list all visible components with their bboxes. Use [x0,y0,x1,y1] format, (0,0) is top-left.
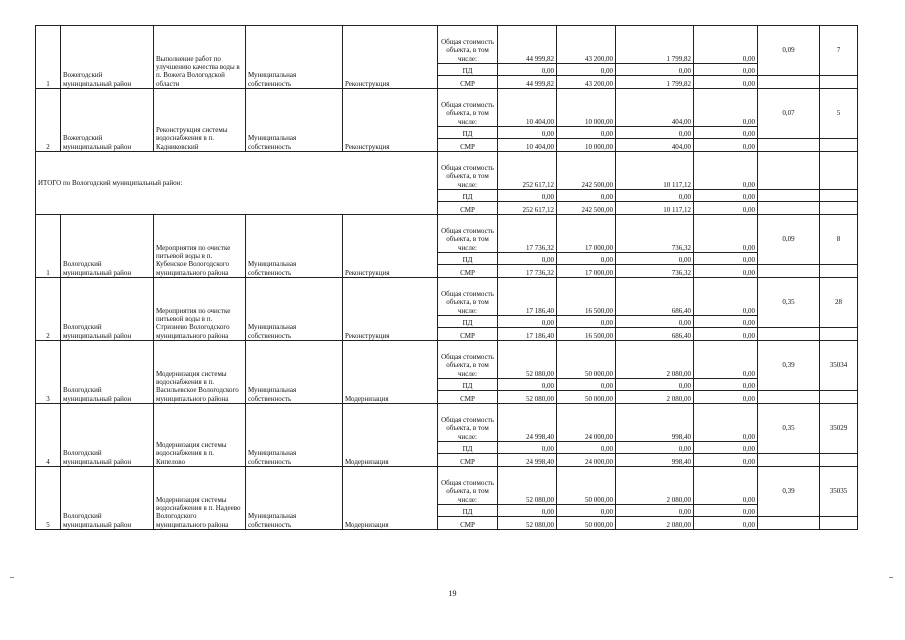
amount-cell: 0,00 [694,467,758,505]
amount-cell: 0,00 [557,379,616,391]
people-count-cell: 35034 [820,341,858,391]
row-number-cell: 2 [36,89,61,152]
amount-cell: 0,00 [694,139,758,152]
amount-cell: 404,00 [616,89,694,127]
empty-cell [820,190,858,202]
empty-cell [758,517,820,530]
ownership-cell: Муниципальная собственность [246,89,343,152]
amount-cell: 24 998,40 [498,404,557,442]
cost-type-cell: СМР [438,139,498,152]
cost-type-cell: СМР [438,517,498,530]
ownership-cell: Муниципальная собственность [246,404,343,467]
amount-cell: 1 799,82 [616,76,694,89]
ownership-cell: Муниципальная собственность [246,215,343,278]
cost-type-cell: ПД [438,127,498,139]
amount-cell: 0,00 [616,253,694,265]
amount-cell: 0,00 [557,442,616,454]
row-number-cell: 3 [36,341,61,404]
amount-cell: 0,00 [694,26,758,64]
object-name-cell: Выполнение работ по улучшению качества воды в п. Вожега Вологодской области [154,26,246,89]
amount-cell: 0,00 [694,341,758,379]
amount-cell: 0,00 [498,64,557,76]
amount-cell: 0,00 [498,379,557,391]
amount-cell: 998,40 [616,404,694,442]
empty-cell [820,139,858,152]
empty-cell [758,265,820,278]
cost-type-cell: ПД [438,442,498,454]
amount-cell: 0,00 [557,316,616,328]
cost-type-cell: СМР [438,454,498,467]
amount-cell: 998,40 [616,454,694,467]
amount-cell: 0,00 [557,190,616,202]
amount-cell: 50 000,00 [557,517,616,530]
table-body [36,26,858,530]
amount-cell: 52 080,00 [498,467,557,505]
coefficient-cell: 0,07 [758,89,820,139]
cost-type-cell: СМР [438,391,498,404]
amount-cell: 10 404,00 [498,139,557,152]
cost-type-cell: ПД [438,64,498,76]
amount-cell: 686,40 [616,278,694,316]
amount-cell: 44 999,82 [498,76,557,89]
amount-cell: 24 998,40 [498,454,557,467]
amount-cell: 0,00 [616,316,694,328]
amount-cell: 0,00 [694,391,758,404]
amount-cell: 50 000,00 [557,341,616,379]
amount-cell: 0,00 [694,328,758,341]
amount-cell: 0,00 [694,64,758,76]
amount-cell: 17 186,40 [498,278,557,316]
object-name-cell: Реконструкция системы водоснабжения в п. Кадниковский [154,89,246,152]
amount-cell: 0,00 [694,253,758,265]
empty-cell [820,454,858,467]
district-cell: Вологодский муниципальный район [61,215,154,278]
amount-cell: 10 404,00 [498,89,557,127]
table-row [36,278,858,316]
empty-cell [758,328,820,341]
amount-cell: 0,00 [616,64,694,76]
amount-cell: 252 617,12 [498,202,557,215]
amount-cell: 0,00 [498,442,557,454]
objects-table [35,25,858,530]
amount-cell: 44 999,82 [498,26,557,64]
empty-cell [758,202,820,215]
amount-cell: 0,00 [694,517,758,530]
amount-cell: 252 617,12 [498,152,557,190]
empty-cell [820,517,858,530]
district-cell: Вожегодский муниципальный район [61,89,154,152]
amount-cell: 0,00 [694,278,758,316]
amount-cell: 0,00 [616,190,694,202]
coefficient-cell: 0,35 [758,404,820,454]
cost-type-cell: Общая стоимость объекта, в том числе: [438,341,498,379]
amount-cell: 0,00 [557,127,616,139]
cost-type-cell: Общая стоимость объекта, в том числе: [438,404,498,442]
scan-mark [10,577,14,578]
cost-type-cell: СМР [438,265,498,278]
object-name-cell: Модернизация системы водоснабжения в п. Васильевское Вологодского муниципального района [154,341,246,404]
amount-cell: 242 500,00 [557,152,616,190]
cost-type-cell: Общая стоимость объекта, в том числе: [438,215,498,253]
work-type-cell: Реконструкция [343,278,438,341]
amount-cell: 736,32 [616,265,694,278]
amount-cell: 50 000,00 [557,467,616,505]
coefficient-cell: 0,39 [758,341,820,391]
empty-cell [820,391,858,404]
table-row [36,215,858,253]
empty-cell [820,265,858,278]
amount-cell: 404,00 [616,139,694,152]
amount-cell: 0,00 [557,253,616,265]
amount-cell: 43 200,00 [557,76,616,89]
amount-cell: 17 000,00 [557,265,616,278]
amount-cell: 24 000,00 [557,404,616,442]
work-type-cell: Реконструкция [343,26,438,89]
empty-cell [758,152,820,190]
amount-cell: 0,00 [694,215,758,253]
amount-cell: 43 200,00 [557,26,616,64]
work-type-cell: Модернизация [343,341,438,404]
amount-cell: 0,00 [694,404,758,442]
amount-cell: 0,00 [557,64,616,76]
amount-cell: 0,00 [694,454,758,467]
people-count-cell: 35029 [820,404,858,454]
empty-cell [758,391,820,404]
empty-cell [820,328,858,341]
people-count-cell: 28 [820,278,858,328]
amount-cell: 10 117,12 [616,152,694,190]
table-row [36,89,858,127]
cost-type-cell: СМР [438,76,498,89]
empty-cell [820,76,858,89]
amount-cell: 736,32 [616,215,694,253]
amount-cell: 0,00 [694,265,758,278]
amount-cell: 52 080,00 [498,391,557,404]
amount-cell: 24 000,00 [557,454,616,467]
ownership-cell: Муниципальная собственность [246,467,343,530]
amount-cell: 0,00 [498,127,557,139]
amount-cell: 1 799,82 [616,26,694,64]
empty-cell [758,190,820,202]
row-number-cell: 5 [36,467,61,530]
object-name-cell: Модернизация системы водоснабжения в п. Кипелово [154,404,246,467]
row-number-cell: 1 [36,215,61,278]
cost-type-cell: Общая стоимость объекта, в том числе: [438,467,498,505]
amount-cell: 17 186,40 [498,328,557,341]
page-number: 19 [448,589,457,598]
amount-cell: 2 080,00 [616,467,694,505]
amount-cell: 0,00 [694,89,758,127]
amount-cell: 0,00 [694,316,758,328]
ownership-cell: Муниципальная собственность [246,341,343,404]
table-row [36,467,858,505]
amount-cell: 0,00 [498,190,557,202]
amount-cell: 0,00 [694,442,758,454]
amount-cell: 0,00 [616,442,694,454]
cost-type-cell: ПД [438,379,498,391]
cost-type-cell: ПД [438,316,498,328]
ownership-cell: Муниципальная собственность [246,278,343,341]
district-cell: Вологодский муниципальный район [61,467,154,530]
scan-mark [889,577,893,578]
empty-cell [820,152,858,190]
cost-type-cell: ПД [438,253,498,265]
total-label-cell: ИТОГО по Вологодский муниципальный район: [36,152,438,215]
amount-cell: 242 500,00 [557,202,616,215]
amount-cell: 0,00 [616,127,694,139]
amount-cell: 2 080,00 [616,517,694,530]
people-count-cell: 35035 [820,467,858,517]
amount-cell: 0,00 [694,379,758,391]
amount-cell: 0,00 [616,379,694,391]
work-type-cell: Модернизация [343,467,438,530]
amount-cell: 0,00 [694,202,758,215]
object-name-cell: Модернизация системы водоснабжения в п. Надеево Вологодского муниципального района [154,467,246,530]
cost-type-cell: Общая стоимость объекта, в том числе: [438,26,498,64]
district-cell: Вологодский муниципальный район [61,341,154,404]
table-row [36,26,858,64]
amount-cell: 52 080,00 [498,517,557,530]
coefficient-cell: 0,35 [758,278,820,328]
row-number-cell: 4 [36,404,61,467]
amount-cell: 2 080,00 [616,391,694,404]
work-type-cell: Модернизация [343,404,438,467]
district-cell: Вожегодский муниципальный район [61,26,154,89]
amount-cell: 10 117,12 [616,202,694,215]
amount-cell: 16 500,00 [557,328,616,341]
work-type-cell: Реконструкция [343,215,438,278]
coefficient-cell: 0,39 [758,467,820,517]
amount-cell: 17 736,32 [498,265,557,278]
row-number-cell: 1 [36,26,61,89]
amount-cell: 16 500,00 [557,278,616,316]
object-name-cell: Мероприятия по очистке питьевой воды в п. Стризнево Вологодского муниципального района [154,278,246,341]
district-cell: Вологодский муниципальный район [61,404,154,467]
coefficient-cell: 0,09 [758,26,820,76]
cost-type-cell: СМР [438,202,498,215]
empty-cell [758,76,820,89]
work-type-cell: Реконструкция [343,89,438,152]
cost-type-cell: ПД [438,190,498,202]
row-number-cell: 2 [36,278,61,341]
amount-cell: 52 080,00 [498,341,557,379]
people-count-cell: 8 [820,215,858,265]
amount-cell: 0,00 [498,253,557,265]
amount-cell: 17 000,00 [557,215,616,253]
empty-cell [820,202,858,215]
ownership-cell: Муниципальная собственность [246,26,343,89]
cost-type-cell: Общая стоимость объекта, в том числе: [438,152,498,190]
empty-cell [758,139,820,152]
amount-cell: 0,00 [694,152,758,190]
amount-cell: 0,00 [557,505,616,517]
cost-type-cell: ПД [438,505,498,517]
coefficient-cell: 0,09 [758,215,820,265]
cost-type-cell: Общая стоимость объекта, в том числе: [438,278,498,316]
amount-cell: 17 736,32 [498,215,557,253]
table-row [36,341,858,379]
amount-cell: 0,00 [694,76,758,89]
amount-cell: 10 000,00 [557,89,616,127]
amount-cell: 686,40 [616,328,694,341]
district-cell: Вологодский муниципальный район [61,278,154,341]
amount-cell: 10 000,00 [557,139,616,152]
amount-cell: 0,00 [694,190,758,202]
table-row [36,404,858,442]
amount-cell: 50 000,00 [557,391,616,404]
cost-type-cell: СМР [438,328,498,341]
amount-cell: 0,00 [694,127,758,139]
people-count-cell: 5 [820,89,858,139]
amount-cell: 0,00 [616,505,694,517]
total-row [36,152,858,190]
cost-type-cell: Общая стоимость объекта, в том числе: [438,89,498,127]
empty-cell [758,454,820,467]
amount-cell: 0,00 [498,316,557,328]
people-count-cell: 7 [820,26,858,76]
amount-cell: 0,00 [498,505,557,517]
amount-cell: 0,00 [694,505,758,517]
object-name-cell: Мероприятия по очистке питьевой воды в п. Кубенское Вологодского муниципального района [154,215,246,278]
amount-cell: 2 080,00 [616,341,694,379]
